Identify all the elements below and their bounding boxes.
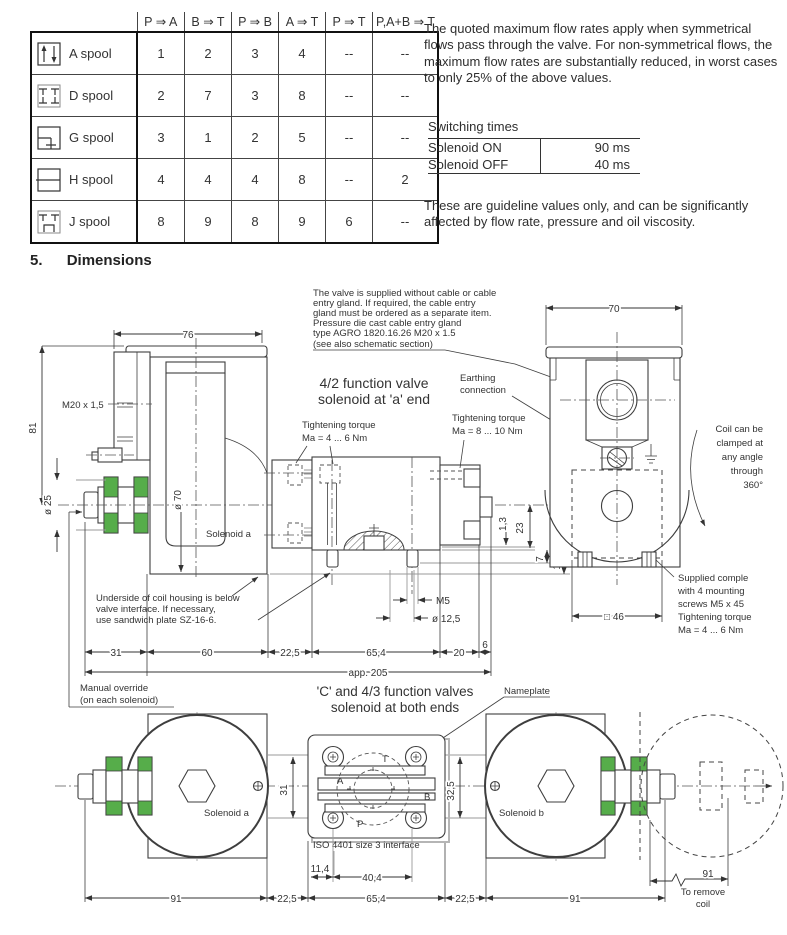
- solenoid-a-label: Solenoid a: [204, 808, 249, 819]
- flow-rate-table: [30, 12, 439, 244]
- supplied-note: [656, 560, 752, 636]
- override-green-band: [106, 757, 122, 771]
- flow-value: --: [326, 117, 373, 159]
- dim-m20: M20 x 1,5: [62, 400, 104, 411]
- switching-label: Solenoid OFF: [428, 156, 541, 174]
- label-line: Earthing: [460, 373, 496, 384]
- switching-times-title: Switching times: [428, 119, 519, 134]
- note-line: with 4 mounting: [678, 586, 745, 597]
- dim-6: 6: [482, 640, 488, 651]
- flow-value: 4: [232, 159, 279, 201]
- note-line: clamped at: [716, 438, 763, 449]
- table-row: [31, 117, 438, 159]
- note-line: Supplied comple: [678, 573, 749, 584]
- note-line: Coil can be: [715, 424, 763, 435]
- dim-91-right: 91: [569, 894, 581, 905]
- label-line: Manual override: [80, 683, 149, 694]
- flow-value: 8: [137, 201, 185, 244]
- dim-dia-12-5: ø 12,5: [432, 614, 461, 625]
- dim-81: 81: [28, 422, 39, 434]
- label-line: Tightening torque: [302, 420, 376, 431]
- flow-value: 4: [279, 32, 326, 75]
- title-line: solenoid at both ends: [330, 700, 460, 715]
- flow-value: --: [373, 32, 439, 75]
- title-line: 'C' and 4/3 function valves: [316, 684, 474, 699]
- front-view-housing: [545, 304, 689, 585]
- spool-label: D spool: [69, 88, 114, 103]
- label-line: connection: [460, 385, 506, 396]
- flow-value: 8: [232, 201, 279, 244]
- flow-value: 1: [185, 117, 232, 159]
- spool-icon-j: [36, 209, 62, 235]
- label-line: Nameplate: [504, 686, 550, 697]
- dim-91-left: 91: [170, 894, 182, 905]
- spool-cell-j: [31, 201, 137, 244]
- spool-icon-g: [36, 125, 62, 151]
- dim-60: 60: [201, 648, 213, 659]
- table-row: [31, 159, 438, 201]
- coil-clamp-note: [691, 424, 764, 526]
- dim-70: 70: [608, 304, 620, 315]
- dim-1-3: 1,3: [498, 517, 509, 531]
- port-a-label: A: [337, 776, 344, 787]
- flow-value: 5: [279, 117, 326, 159]
- dim-46-square: □ 46: [604, 612, 624, 623]
- flow-value: 8: [279, 159, 326, 201]
- flow-value: 2: [185, 32, 232, 75]
- table-row: [31, 32, 438, 75]
- spool-cell-g: [31, 117, 137, 159]
- note-line: any angle: [721, 452, 763, 463]
- note-line: use sandwich plate SZ-16-6.: [96, 615, 217, 626]
- flow-header-p-t: P ⇒ T: [326, 12, 373, 32]
- override-green-band: [601, 801, 615, 815]
- flow-value: --: [326, 159, 373, 201]
- note-line: type AGRO 1820.16.26 M20 x 1.5: [313, 328, 456, 339]
- note-line: Underside of coil housing is below: [96, 593, 240, 604]
- port-p-label: P: [357, 819, 364, 830]
- override-green-band: [104, 513, 118, 533]
- flow-value: 4: [137, 159, 185, 201]
- spool-label: H spool: [69, 172, 114, 187]
- remove-coil-line: coil: [695, 899, 711, 910]
- flow-rate-note: The quoted maximum flow rates apply when symmetrical flows pass through the valve. For non-symmetrical flows, the maximum flow rates are substantially reduced, in worst cases to only 25% of the above values.: [424, 21, 778, 86]
- flow-value: 7: [185, 75, 232, 117]
- table-row: [428, 139, 640, 157]
- spool-cell-a: [31, 32, 137, 75]
- switching-value: 90 ms: [594, 140, 630, 155]
- port-b-label: B: [424, 792, 431, 803]
- flow-value: 4: [185, 159, 232, 201]
- flow-value: 8: [279, 75, 326, 117]
- dim-dia-25: ø 25: [43, 494, 54, 516]
- title-line: 4/2 function valve: [319, 375, 429, 391]
- override-green-band: [134, 477, 148, 497]
- guideline-note: These are guideline values only, and can be significantly affected by flow rate, pressure and oil viscosity.: [424, 198, 749, 230]
- label-line: Ma = 4 ... 6 Nm: [302, 433, 368, 444]
- dim-65-4-lower: 65,4: [366, 894, 386, 905]
- dim-31: 31: [110, 648, 122, 659]
- flow-value: 6: [326, 201, 373, 244]
- dim-dia-70: ø 70: [173, 489, 184, 511]
- label-line: Tightening torque: [452, 413, 526, 424]
- override-green-band: [138, 757, 152, 771]
- note-line: valve interface. If necessary,: [96, 604, 216, 615]
- override-green-band: [104, 477, 118, 497]
- flow-value: 3: [232, 75, 279, 117]
- note-line: The valve is supplied without cable or cable: [313, 288, 497, 299]
- note-line: 360°: [743, 480, 763, 491]
- dim-m5: M5: [436, 596, 450, 607]
- label-line: ISO 4401 size 3 interface: [313, 840, 420, 851]
- dim-22-5-left: 22,5: [277, 894, 297, 905]
- note-line: Pressure die cast cable entry gland: [313, 318, 462, 329]
- stud-dimensions: [376, 567, 461, 625]
- label-line: Ma = 8 ... 10 Nm: [452, 426, 523, 437]
- flow-value: 3: [232, 32, 279, 75]
- section-title: Dimensions: [66, 252, 152, 269]
- flow-value: 9: [185, 201, 232, 244]
- flow-value: 2: [232, 117, 279, 159]
- flow-value: --: [373, 117, 439, 159]
- flow-value: --: [373, 75, 439, 117]
- solenoid-b-label: Solenoid b: [499, 808, 544, 819]
- section-heading: [30, 252, 152, 269]
- spool-icon-h: [36, 167, 62, 193]
- section-number: 5.: [30, 252, 43, 269]
- spool-icon-d: [36, 83, 62, 109]
- label-line: (on each solenoid): [80, 695, 159, 706]
- note-line: screws M5 x 45: [678, 599, 744, 610]
- function-4-2-title: [318, 375, 430, 407]
- flow-value: 1: [137, 32, 185, 75]
- solenoid-a-label: Solenoid a: [206, 529, 251, 540]
- flow-value: --: [326, 75, 373, 117]
- dim-11-4: 11,4: [310, 864, 330, 875]
- dim-20: 20: [453, 648, 465, 659]
- dim-7: 7: [535, 556, 546, 562]
- flow-table-corner-cell: [31, 12, 137, 32]
- note-line: gland must be ordered as a separate item.: [313, 308, 492, 319]
- spool-cell-h: [31, 159, 137, 201]
- override-green-band: [134, 513, 148, 533]
- note-line: through: [730, 466, 763, 477]
- dim-40-4: 40,4: [362, 873, 382, 884]
- dim-65-4: 65,4: [366, 648, 386, 659]
- table-row: [31, 75, 438, 117]
- switching-label: Solenoid ON: [428, 139, 541, 157]
- override-green-band: [138, 801, 152, 815]
- dim-91-remove-coil: 91: [702, 869, 714, 880]
- dim-22-5-right: 22,5: [455, 894, 475, 905]
- flow-value: --: [373, 201, 439, 244]
- spool-label: G spool: [69, 130, 114, 145]
- dimensions-drawing: [0, 285, 787, 935]
- flow-value: 2: [137, 75, 185, 117]
- spool-icon-a: [36, 41, 62, 67]
- dim-76: 76: [182, 330, 194, 341]
- override-green-band: [601, 757, 615, 771]
- port-t-label: T: [382, 754, 388, 765]
- flow-value: 9: [279, 201, 326, 244]
- dim-32-5: 32,5: [446, 781, 457, 801]
- remove-coil-line: To remove: [680, 887, 726, 898]
- flow-value: --: [326, 32, 373, 75]
- dim-23: 23: [515, 522, 526, 534]
- dim-app-205: app. 205: [348, 668, 388, 679]
- dim-22-5: 22,5: [280, 648, 300, 659]
- underside-note: [96, 573, 330, 626]
- note-line: (see also schematic section): [313, 339, 433, 350]
- spool-cell-d: [31, 75, 137, 117]
- flow-header-pab-t: P,A+B ⇒ T: [373, 12, 439, 32]
- flow-header-b-t: B ⇒ T: [185, 12, 232, 32]
- table-row: [31, 201, 438, 244]
- switching-value: 40 ms: [594, 157, 630, 172]
- note-line: Tightening torque: [678, 612, 752, 623]
- torque-label-right: [452, 413, 526, 468]
- note-line: Ma = 4 ... 6 Nm: [678, 625, 744, 636]
- override-green-band: [106, 801, 122, 815]
- flow-header-p-a: P ⇒ A: [137, 12, 185, 32]
- switching-times-table: [428, 138, 640, 174]
- flow-header-p-b: P ⇒ B: [232, 12, 279, 32]
- flow-value: 2: [373, 159, 439, 201]
- flow-header-a-t: A ⇒ T: [279, 12, 326, 32]
- dim-31-vert: 31: [279, 784, 290, 796]
- flow-value: 3: [137, 117, 185, 159]
- table-row: [428, 156, 640, 174]
- spool-label: A spool: [69, 46, 112, 61]
- note-line: entry gland. If required, the cable entry: [313, 298, 476, 309]
- spool-label: J spool: [69, 214, 111, 229]
- title-line: solenoid at 'a' end: [318, 391, 430, 407]
- function-4-3-title: [317, 684, 474, 715]
- flow-table-header-row: [31, 12, 438, 32]
